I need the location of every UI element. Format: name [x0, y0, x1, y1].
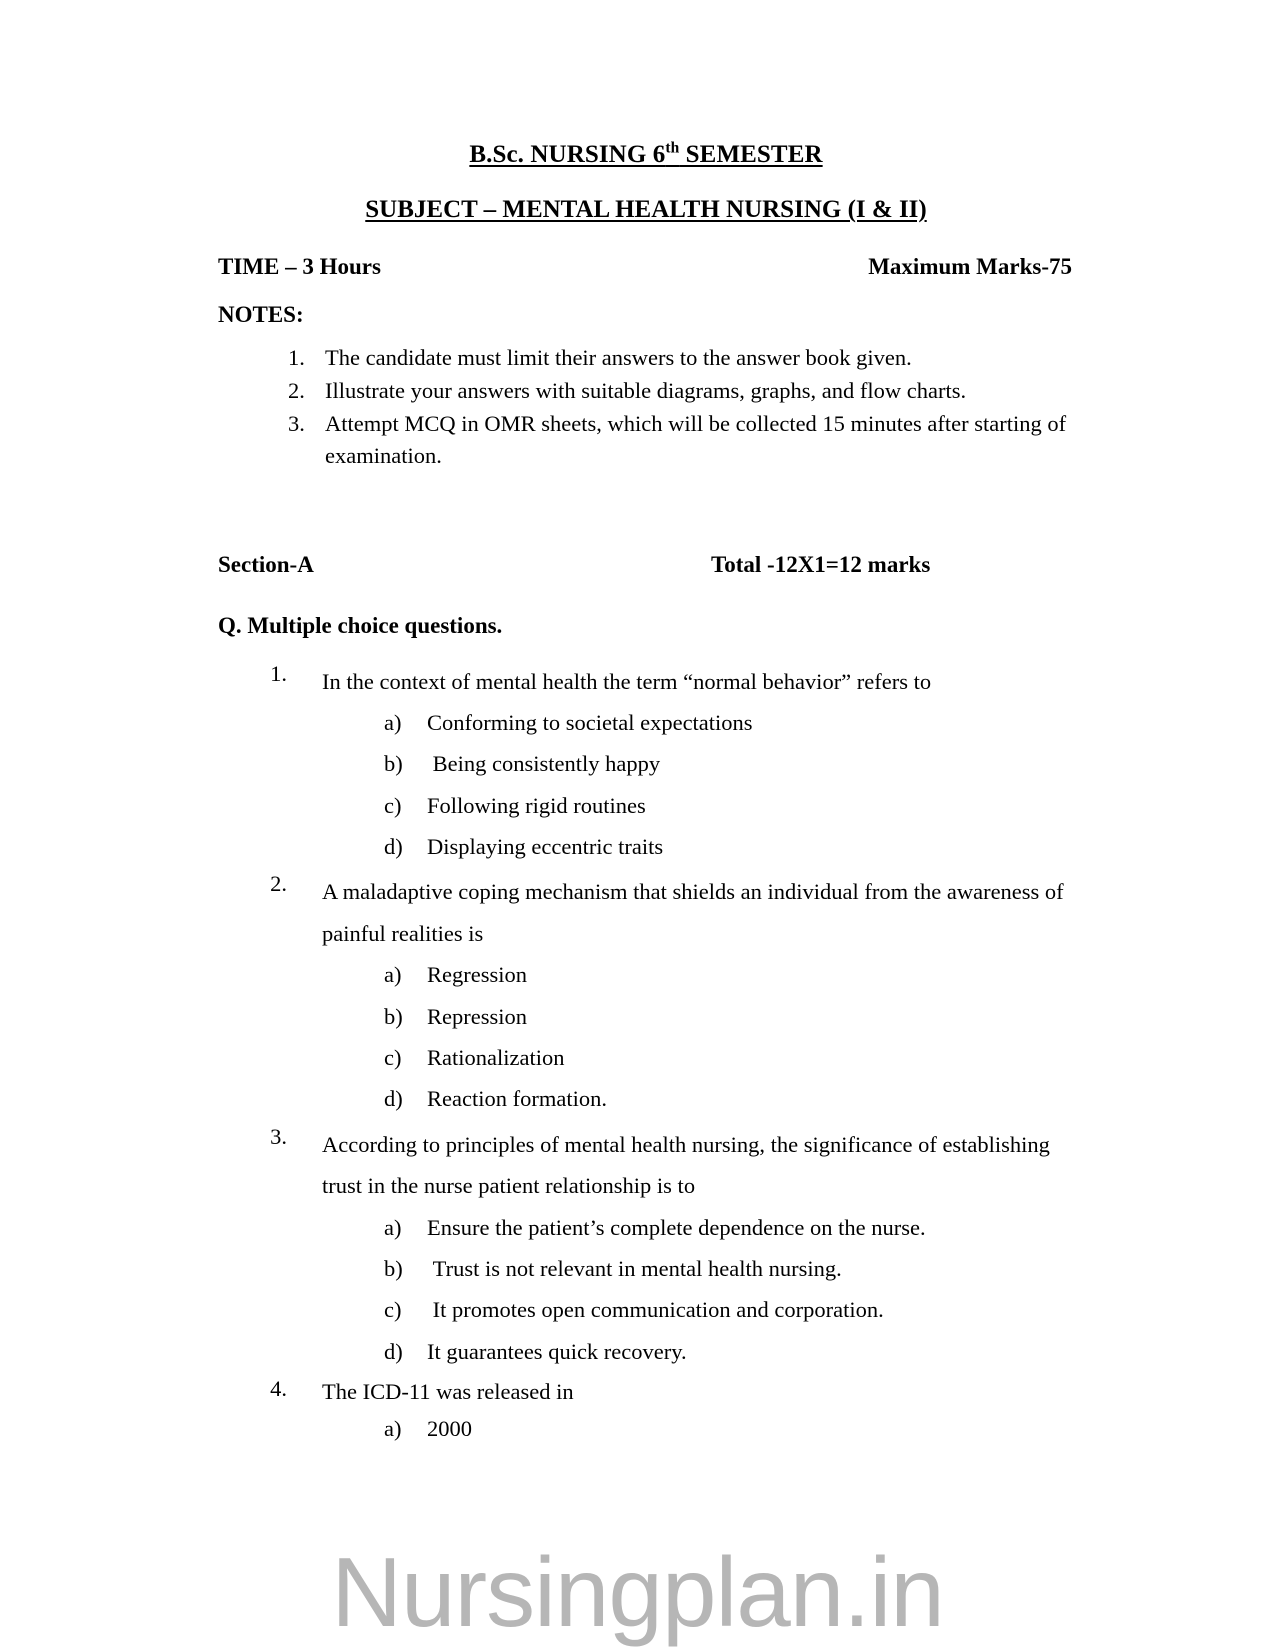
mcq-question: [253, 1124, 1074, 1372]
option-marker: b): [384, 1255, 403, 1281]
mcq-question: [253, 661, 1074, 868]
site-watermark: Nursingplan.in: [331, 1537, 944, 1647]
option-item[interactable]: [384, 826, 1074, 867]
mcq-heading: Q. Multiple choice questions.: [218, 612, 503, 638]
option-marker: a): [384, 1416, 402, 1442]
option-text: 2000: [427, 1416, 472, 1442]
notes-item-marker: 1.: [288, 344, 305, 370]
option-text: Regression: [427, 962, 527, 988]
option-item[interactable]: [384, 1331, 1074, 1372]
section-name: Section-A: [218, 551, 314, 577]
mcq-question-list: [218, 661, 1074, 1450]
option-list: [322, 702, 1074, 868]
question-marker: 2.: [270, 871, 287, 897]
option-item[interactable]: [384, 1078, 1074, 1119]
option-item[interactable]: [384, 996, 1074, 1037]
option-text: Reaction formation.: [427, 1086, 607, 1112]
notes-list-item: [288, 342, 1074, 374]
page-title-suffix: SEMESTER: [679, 141, 823, 168]
question-text: According to principles of mental health nursing, the significance of establishing trust in the nurse patient relationship is to: [322, 1131, 1050, 1199]
option-item[interactable]: [384, 954, 1074, 995]
option-text: It guarantees quick recovery.: [427, 1338, 687, 1364]
page-subtitle-text: SUBJECT – MENTAL HEALTH NURSING (I & II): [365, 195, 927, 223]
section-row: [218, 552, 1074, 578]
option-marker: d): [384, 834, 403, 860]
option-item[interactable]: [384, 1408, 1074, 1449]
notes-list: [218, 342, 1074, 472]
exam-maximum-marks: Maximum Marks-75: [868, 253, 1072, 279]
option-list: [322, 1207, 1074, 1373]
notes-list-item: [288, 408, 1074, 472]
option-text: Being consistently happy: [427, 751, 661, 777]
option-item[interactable]: [384, 743, 1074, 784]
notes-item-marker: 3.: [288, 410, 305, 436]
notes-item-text: Illustrate your answers with suitable diagrams, graphs, and flow charts.: [325, 377, 967, 403]
question-marker: 1.: [270, 660, 287, 686]
document-content: [218, 0, 1074, 1453]
section-total-marks: Total -12X1=12 marks: [711, 551, 931, 577]
exam-meta-row: [218, 254, 1074, 280]
notes-item-text: The candidate must limit their answers to the answer book given.: [325, 344, 912, 370]
option-text: It promotes open communication and corporation.: [427, 1297, 884, 1323]
notes-heading: NOTES:: [218, 301, 304, 327]
option-item[interactable]: [384, 1207, 1074, 1248]
option-item[interactable]: [384, 702, 1074, 743]
option-marker: c): [384, 792, 402, 818]
page-title-superscript: th: [665, 139, 680, 157]
option-marker: d): [384, 1338, 403, 1364]
notes-list-item: [288, 375, 1074, 407]
page-title: [218, 0, 1074, 170]
option-text: Following rigid routines: [427, 792, 646, 818]
option-text: Displaying eccentric traits: [427, 834, 664, 860]
option-item[interactable]: [384, 1289, 1074, 1330]
option-marker: b): [384, 1003, 403, 1029]
option-item[interactable]: [384, 1037, 1074, 1078]
question-marker: 3.: [270, 1123, 287, 1149]
page-title-prefix: B.Sc. NURSING 6: [469, 141, 666, 168]
page-subtitle: [218, 170, 1074, 224]
question-marker: 4.: [270, 1376, 287, 1402]
option-marker: a): [384, 709, 402, 735]
option-text: Rationalization: [427, 1045, 565, 1071]
option-text: Ensure the patient’s complete dependence on the nurse.: [427, 1214, 926, 1240]
option-marker: a): [384, 1214, 402, 1240]
option-marker: c): [384, 1045, 402, 1071]
option-list: [322, 1408, 1074, 1449]
option-text: Conforming to societal expectations: [427, 709, 753, 735]
option-list: [322, 954, 1074, 1120]
notes-item-text: Attempt MCQ in OMR sheets, which will be collected 15 minutes after starting of examination.: [325, 410, 1067, 468]
option-marker: d): [384, 1086, 403, 1112]
notes-item-marker: 2.: [288, 377, 305, 403]
option-item[interactable]: [384, 1248, 1074, 1289]
option-marker: b): [384, 751, 403, 777]
option-text: Trust is not relevant in mental health nursing.: [427, 1255, 842, 1281]
mcq-question: [253, 871, 1074, 1119]
question-text: A maladaptive coping mechanism that shields an individual from the awareness of painful realities is: [322, 879, 1064, 946]
exam-time: TIME – 3 Hours: [218, 253, 381, 279]
question-text: The ICD-11 was released in: [322, 1379, 574, 1405]
option-item[interactable]: [384, 785, 1074, 826]
question-text: In the context of mental health the term “normal behavior” refers to: [322, 668, 932, 694]
option-text: Repression: [427, 1003, 527, 1029]
option-marker: a): [384, 962, 402, 988]
mcq-question: [253, 1376, 1074, 1449]
option-marker: c): [384, 1297, 402, 1323]
